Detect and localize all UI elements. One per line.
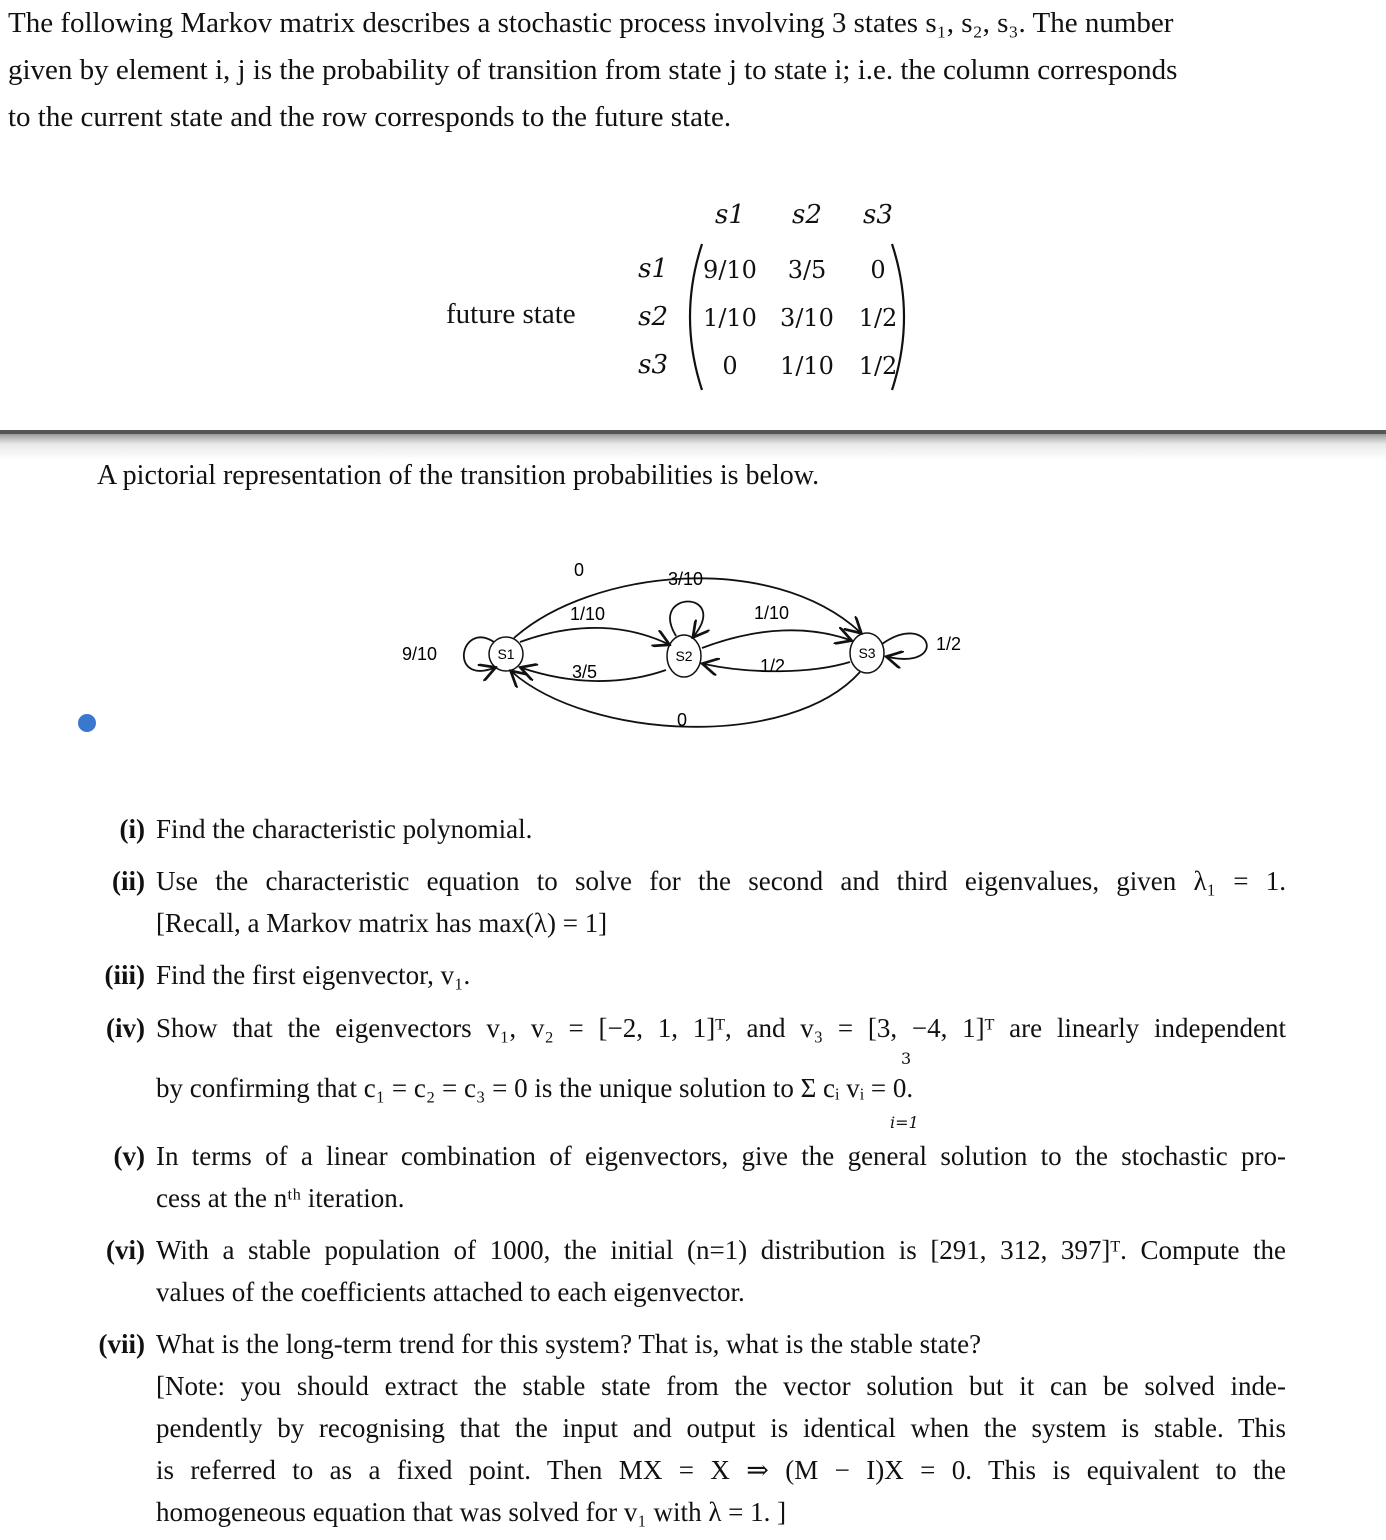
- matrix-col-header-2: s2: [792, 200, 822, 230]
- matrix-cell-2-3: 1/2: [858, 304, 898, 332]
- section-divider: [0, 430, 1386, 460]
- question-vii-number: (vii): [98, 1329, 145, 1359]
- intro-line-2: given by element i, j is the probability of transition from state j to state i; i.e. the column corresponds: [8, 54, 1178, 86]
- matrix-cell-3-2: 1/10: [780, 352, 834, 380]
- label-s3-to-s2: 1/2: [760, 656, 786, 676]
- question-vi-line-1: With a stable population of 1000, the initial (n=1) distribution is [291, 312, 397]ᵀ. Compute the: [156, 1235, 1286, 1265]
- label-s2-to-s3: 1/10: [754, 603, 790, 623]
- matrix-col-header-1: s1: [715, 200, 745, 230]
- matrix-cell-1-3: 0: [870, 256, 886, 284]
- edge-s3-self: [882, 633, 927, 658]
- question-vii-line-1: What is the long-term trend for this system? That is, what is the stable state?: [156, 1329, 982, 1359]
- label-s1-to-s3: 0: [574, 560, 585, 580]
- question-ii-line-1: Use the characteristic equation to solve for the second and third eigenvalues, given λ₁ = 1.: [156, 866, 1286, 896]
- question-vii-line-4: is referred to as a fixed point. Then MX = X ⇒ (M − I)X = 0. This is equivalent to the: [156, 1455, 1286, 1485]
- question-iv-line-2: by confirming that c₁ = c₂ = c₃ = 0 is the unique solution to Σ cᵢ vᵢ = 0.: [156, 1073, 914, 1103]
- question-iii-line-1: Find the first eigenvector, v₁.: [156, 960, 471, 990]
- question-iv-line-1: Show that the eigenvectors v₁, v₂ = [−2, 1, 1]ᵀ, and v₃ = [3, −4, 1]ᵀ are linearly independent: [156, 1013, 1286, 1043]
- question-i-number: (i): [119, 814, 145, 844]
- question-vi-number: (vi): [106, 1235, 145, 1265]
- question-vi-line-2: values of the coefficients attached to each eigenvector.: [156, 1277, 745, 1307]
- intro-paragraph: [8, 0, 1368, 141]
- label-s2-self: 3/10: [668, 569, 704, 589]
- edge-s2-to-s3: [702, 630, 850, 648]
- transition-diagram: [390, 550, 990, 750]
- intro-line-1: The following Markov matrix describes a stochastic process involving 3 states s₁, s₂, s₃. The number: [8, 7, 1174, 39]
- question-v-number: (v): [113, 1141, 145, 1171]
- question-ii-line-2: [Recall, a Markov matrix has max(λ) = 1]: [156, 908, 608, 938]
- matrix-cell-2-1: 1/10: [703, 304, 757, 332]
- question-i-line-1: Find the characteristic polynomial.: [156, 814, 533, 844]
- matrix-row-header-1: s1: [638, 254, 668, 284]
- question-iv-number: (iv): [106, 1013, 145, 1043]
- node-s1-label: S1: [497, 646, 515, 662]
- node-s3: [850, 633, 884, 673]
- label-s1-self: 9/10: [402, 644, 438, 664]
- label-s3-self: 1/2: [936, 634, 962, 654]
- matrix-row-header-2: s2: [638, 302, 668, 332]
- sum-lower-limit: i=1: [890, 1113, 919, 1132]
- sum-upper-limit: 3: [901, 1049, 912, 1068]
- question-vii-line-5: homogeneous equation that was solved for v₁ with λ = 1. ]: [156, 1497, 787, 1527]
- matrix-cell-3-3: 1/2: [858, 352, 898, 380]
- question-iii-number: (iii): [104, 960, 145, 990]
- label-s2-to-s1: 3/5: [572, 662, 598, 682]
- matrix-cell-2-2: 3/10: [780, 304, 834, 332]
- matrix-col-header-3: s3: [863, 200, 893, 230]
- node-s3-label: S3: [858, 645, 876, 661]
- node-s1: [489, 637, 523, 671]
- matrix-cell-3-1: 0: [722, 352, 738, 380]
- edge-s2-self: [670, 602, 703, 637]
- diagram-caption: A pictorial representation of the transition probabilities is below.: [97, 460, 820, 491]
- label-s3-to-s1: 0: [677, 710, 688, 730]
- question-v-line-2: cess at the nᵗʰ iteration.: [156, 1183, 405, 1213]
- question-vii-line-2: [Note: you should extract the stable state from the vector solution but it can be solved inde-: [156, 1371, 1286, 1401]
- matrix-cell-1-1: 9/10: [703, 256, 757, 284]
- question-vii-line-3: pendently by recognising that the input and output is identical when the system is stable. This: [156, 1413, 1286, 1443]
- question-v-line-1: In terms of a linear combination of eigenvectors, give the general solution to the stochastic pro-: [156, 1141, 1286, 1171]
- node-s2: [667, 635, 701, 677]
- matrix-row-label: future state: [446, 298, 576, 330]
- matrix-row-header-3: s3: [638, 350, 668, 380]
- bullet-dot: [78, 714, 96, 732]
- intro-line-3: to the current state and the row corresponds to the future state.: [8, 101, 732, 133]
- label-s1-to-s2: 1/10: [570, 604, 606, 624]
- question-ii-number: (ii): [112, 866, 145, 896]
- matrix-cell-1-2: 3/5: [787, 256, 827, 284]
- edge-s1-to-s2: [520, 628, 668, 644]
- markov-matrix: [0, 180, 1386, 420]
- node-s2-label: S2: [675, 648, 693, 664]
